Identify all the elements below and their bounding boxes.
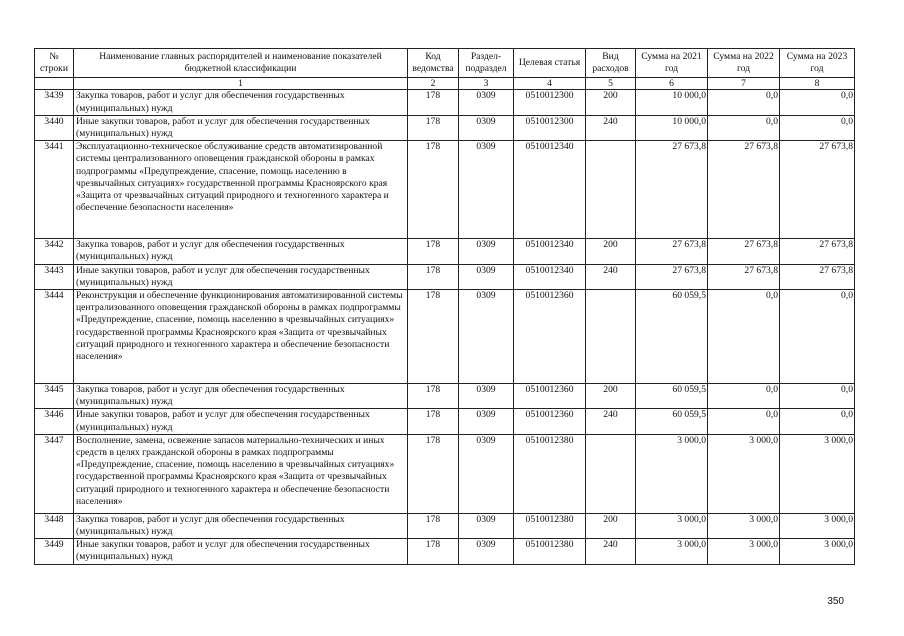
row-target: 0510012360 bbox=[514, 409, 586, 434]
row-target: 0510012360 bbox=[514, 290, 586, 384]
page-number: 350 bbox=[827, 596, 844, 607]
row-section: 0309 bbox=[459, 115, 514, 140]
row-dept: 178 bbox=[408, 409, 459, 434]
row-sum-2021: 60 059,5 bbox=[636, 290, 708, 384]
row-kind: 200 bbox=[586, 90, 636, 115]
row-target: 0510012300 bbox=[514, 115, 586, 140]
table-row bbox=[35, 141, 855, 239]
row-sum-2022: 0,0 bbox=[708, 115, 780, 140]
table-row bbox=[35, 239, 855, 264]
column-index-cell: 3 bbox=[459, 78, 514, 90]
column-index-row bbox=[35, 78, 855, 90]
row-sum-2023: 3 000,0 bbox=[780, 513, 855, 538]
row-name: Закупка товаров, работ и услуг для обеспечения государственных (муниципальных) нужд bbox=[74, 239, 408, 264]
row-dept: 178 bbox=[408, 239, 459, 264]
row-dept: 178 bbox=[408, 115, 459, 140]
row-sum-2023: 27 673,8 bbox=[780, 239, 855, 264]
header-sum-2021: Сумма на 2021 год bbox=[636, 49, 708, 78]
row-name: Закупка товаров, работ и услуг для обеспечения государственных (муниципальных) нужд bbox=[74, 384, 408, 409]
row-kind: 240 bbox=[586, 264, 636, 289]
row-num: 3446 bbox=[35, 409, 74, 434]
row-name: Иные закупки товаров, работ и услуг для обеспечения государственных (муниципальных) нужд bbox=[74, 409, 408, 434]
row-sum-2023: 3 000,0 bbox=[780, 434, 855, 513]
row-sum-2022: 27 673,8 bbox=[708, 264, 780, 289]
table-row bbox=[35, 115, 855, 140]
row-name: Закупка товаров, работ и услуг для обеспечения государственных (муниципальных) нужд bbox=[74, 90, 408, 115]
row-target: 0510012340 bbox=[514, 239, 586, 264]
header-sum-2023: Сумма на 2023 год bbox=[780, 49, 855, 78]
budget-table-sheet bbox=[34, 48, 854, 565]
row-sum-2023: 3 000,0 bbox=[780, 539, 855, 564]
row-sum-2021: 3 000,0 bbox=[636, 513, 708, 538]
row-target: 0510012380 bbox=[514, 513, 586, 538]
row-dept: 178 bbox=[408, 290, 459, 384]
row-num: 3447 bbox=[35, 434, 74, 513]
row-kind bbox=[586, 141, 636, 239]
table-row bbox=[35, 539, 855, 564]
row-section: 0309 bbox=[459, 90, 514, 115]
row-sum-2022: 27 673,8 bbox=[708, 239, 780, 264]
row-name: Иные закупки товаров, работ и услуг для обеспечения государственных (муниципальных) нужд bbox=[74, 264, 408, 289]
row-dept: 178 bbox=[408, 513, 459, 538]
row-sum-2023: 0,0 bbox=[780, 409, 855, 434]
row-num: 3444 bbox=[35, 290, 74, 384]
budget-table bbox=[34, 48, 855, 565]
table-row bbox=[35, 384, 855, 409]
column-index-cell bbox=[35, 78, 74, 90]
row-dept: 178 bbox=[408, 539, 459, 564]
row-sum-2022: 3 000,0 bbox=[708, 539, 780, 564]
row-sum-2022: 0,0 bbox=[708, 409, 780, 434]
row-num: 3440 bbox=[35, 115, 74, 140]
row-name: Эксплуатационно-техническое обслуживание средств автоматизированной системы централизованного оповещения гражданской обороны в рамках подпрограммы «Предупреждение, спасение, помощь населению в чрезвычайных ситуациях» государственной программы Красноярского края «Защита от чрезвычайных ситуаций природного и техногенного характера и обеспечение безопасности населения» bbox=[74, 141, 408, 239]
row-num: 3445 bbox=[35, 384, 74, 409]
row-section: 0309 bbox=[459, 290, 514, 384]
row-name: Закупка товаров, работ и услуг для обеспечения государственных (муниципальных) нужд bbox=[74, 513, 408, 538]
column-index-cell: 7 bbox=[708, 78, 780, 90]
row-section: 0309 bbox=[459, 264, 514, 289]
row-dept: 178 bbox=[408, 90, 459, 115]
row-dept: 178 bbox=[408, 264, 459, 289]
table-row bbox=[35, 434, 855, 513]
row-num: 3443 bbox=[35, 264, 74, 289]
row-num: 3441 bbox=[35, 141, 74, 239]
row-kind bbox=[586, 434, 636, 513]
column-index-cell: 1 bbox=[74, 78, 408, 90]
row-sum-2021: 3 000,0 bbox=[636, 434, 708, 513]
row-target: 0510012380 bbox=[514, 434, 586, 513]
row-num: 3448 bbox=[35, 513, 74, 538]
row-sum-2023: 27 673,8 bbox=[780, 264, 855, 289]
header-sum-2022: Сумма на 2022 год bbox=[708, 49, 780, 78]
header-kind: Вид расходов bbox=[586, 49, 636, 78]
row-num: 3442 bbox=[35, 239, 74, 264]
row-sum-2021: 10 000,0 bbox=[636, 115, 708, 140]
row-sum-2022: 3 000,0 bbox=[708, 434, 780, 513]
row-sum-2023: 0,0 bbox=[780, 384, 855, 409]
row-name: Иные закупки товаров, работ и услуг для обеспечения государственных (муниципальных) нужд bbox=[74, 115, 408, 140]
row-num: 3449 bbox=[35, 539, 74, 564]
row-sum-2023: 0,0 bbox=[780, 290, 855, 384]
table-row bbox=[35, 290, 855, 384]
row-kind: 240 bbox=[586, 409, 636, 434]
row-section: 0309 bbox=[459, 434, 514, 513]
row-sum-2022: 0,0 bbox=[708, 290, 780, 384]
row-section: 0309 bbox=[459, 539, 514, 564]
row-dept: 178 bbox=[408, 384, 459, 409]
row-sum-2023: 27 673,8 bbox=[780, 141, 855, 239]
table-row bbox=[35, 513, 855, 538]
row-dept: 178 bbox=[408, 141, 459, 239]
header-num: № строки bbox=[35, 49, 74, 78]
row-sum-2023: 0,0 bbox=[780, 90, 855, 115]
row-target: 0510012380 bbox=[514, 539, 586, 564]
row-section: 0309 bbox=[459, 409, 514, 434]
header-name: Наименование главных распорядителей и наименование показателей бюджетной классификации bbox=[74, 49, 408, 78]
column-index-cell: 2 bbox=[408, 78, 459, 90]
row-sum-2022: 0,0 bbox=[708, 384, 780, 409]
row-name: Иные закупки товаров, работ и услуг для обеспечения государственных (муниципальных) нужд bbox=[74, 539, 408, 564]
row-kind: 240 bbox=[586, 539, 636, 564]
column-index-cell: 5 bbox=[586, 78, 636, 90]
row-kind: 200 bbox=[586, 239, 636, 264]
row-kind: 200 bbox=[586, 513, 636, 538]
column-index-cell: 4 bbox=[514, 78, 586, 90]
row-target: 0510012300 bbox=[514, 90, 586, 115]
header-section: Раздел-подраздел bbox=[459, 49, 514, 78]
table-row bbox=[35, 264, 855, 289]
row-dept: 178 bbox=[408, 434, 459, 513]
row-sum-2021: 60 059,5 bbox=[636, 409, 708, 434]
row-section: 0309 bbox=[459, 513, 514, 538]
header-target: Целевая статья bbox=[514, 49, 586, 78]
row-target: 0510012340 bbox=[514, 141, 586, 239]
row-name: Реконструкция и обеспечение функционирования автоматизированной системы централизованного оповещения гражданской обороны в рамках подпрограммы «Предупреждение, спасение, помощь населению в чрезвычайных ситуациях» государственной программы Красноярского края «Защита от чрезвычайных ситуаций природного и техногенного характера и обеспечение безопасности населения» bbox=[74, 290, 408, 384]
row-sum-2022: 0,0 bbox=[708, 90, 780, 115]
row-sum-2021: 10 000,0 bbox=[636, 90, 708, 115]
row-sum-2022: 27 673,8 bbox=[708, 141, 780, 239]
row-name: Восполнение, замена, освежение запасов материально-технических и иных средств в целях гражданской обороны в рамках подпрограммы «Предупреждение, спасение, помощь населению в чрезвычайных ситуациях» государственной программы Красноярского края «Защита от чрезвычайных ситуаций природного и техногенного характера и обеспечение безопасности населения» bbox=[74, 434, 408, 513]
row-sum-2021: 27 673,8 bbox=[636, 141, 708, 239]
row-num: 3439 bbox=[35, 90, 74, 115]
row-sum-2022: 3 000,0 bbox=[708, 513, 780, 538]
row-target: 0510012360 bbox=[514, 384, 586, 409]
row-kind bbox=[586, 290, 636, 384]
row-sum-2023: 0,0 bbox=[780, 115, 855, 140]
row-section: 0309 bbox=[459, 141, 514, 239]
row-sum-2021: 60 059,5 bbox=[636, 384, 708, 409]
row-kind: 240 bbox=[586, 115, 636, 140]
row-sum-2021: 27 673,8 bbox=[636, 239, 708, 264]
row-target: 0510012340 bbox=[514, 264, 586, 289]
row-sum-2021: 27 673,8 bbox=[636, 264, 708, 289]
header-dept: Код ведомства bbox=[408, 49, 459, 78]
column-index-cell: 8 bbox=[780, 78, 855, 90]
row-sum-2021: 3 000,0 bbox=[636, 539, 708, 564]
row-section: 0309 bbox=[459, 384, 514, 409]
header-row bbox=[35, 49, 855, 78]
row-section: 0309 bbox=[459, 239, 514, 264]
table-row bbox=[35, 409, 855, 434]
row-kind: 200 bbox=[586, 384, 636, 409]
table-row bbox=[35, 90, 855, 115]
column-index-cell: 6 bbox=[636, 78, 708, 90]
